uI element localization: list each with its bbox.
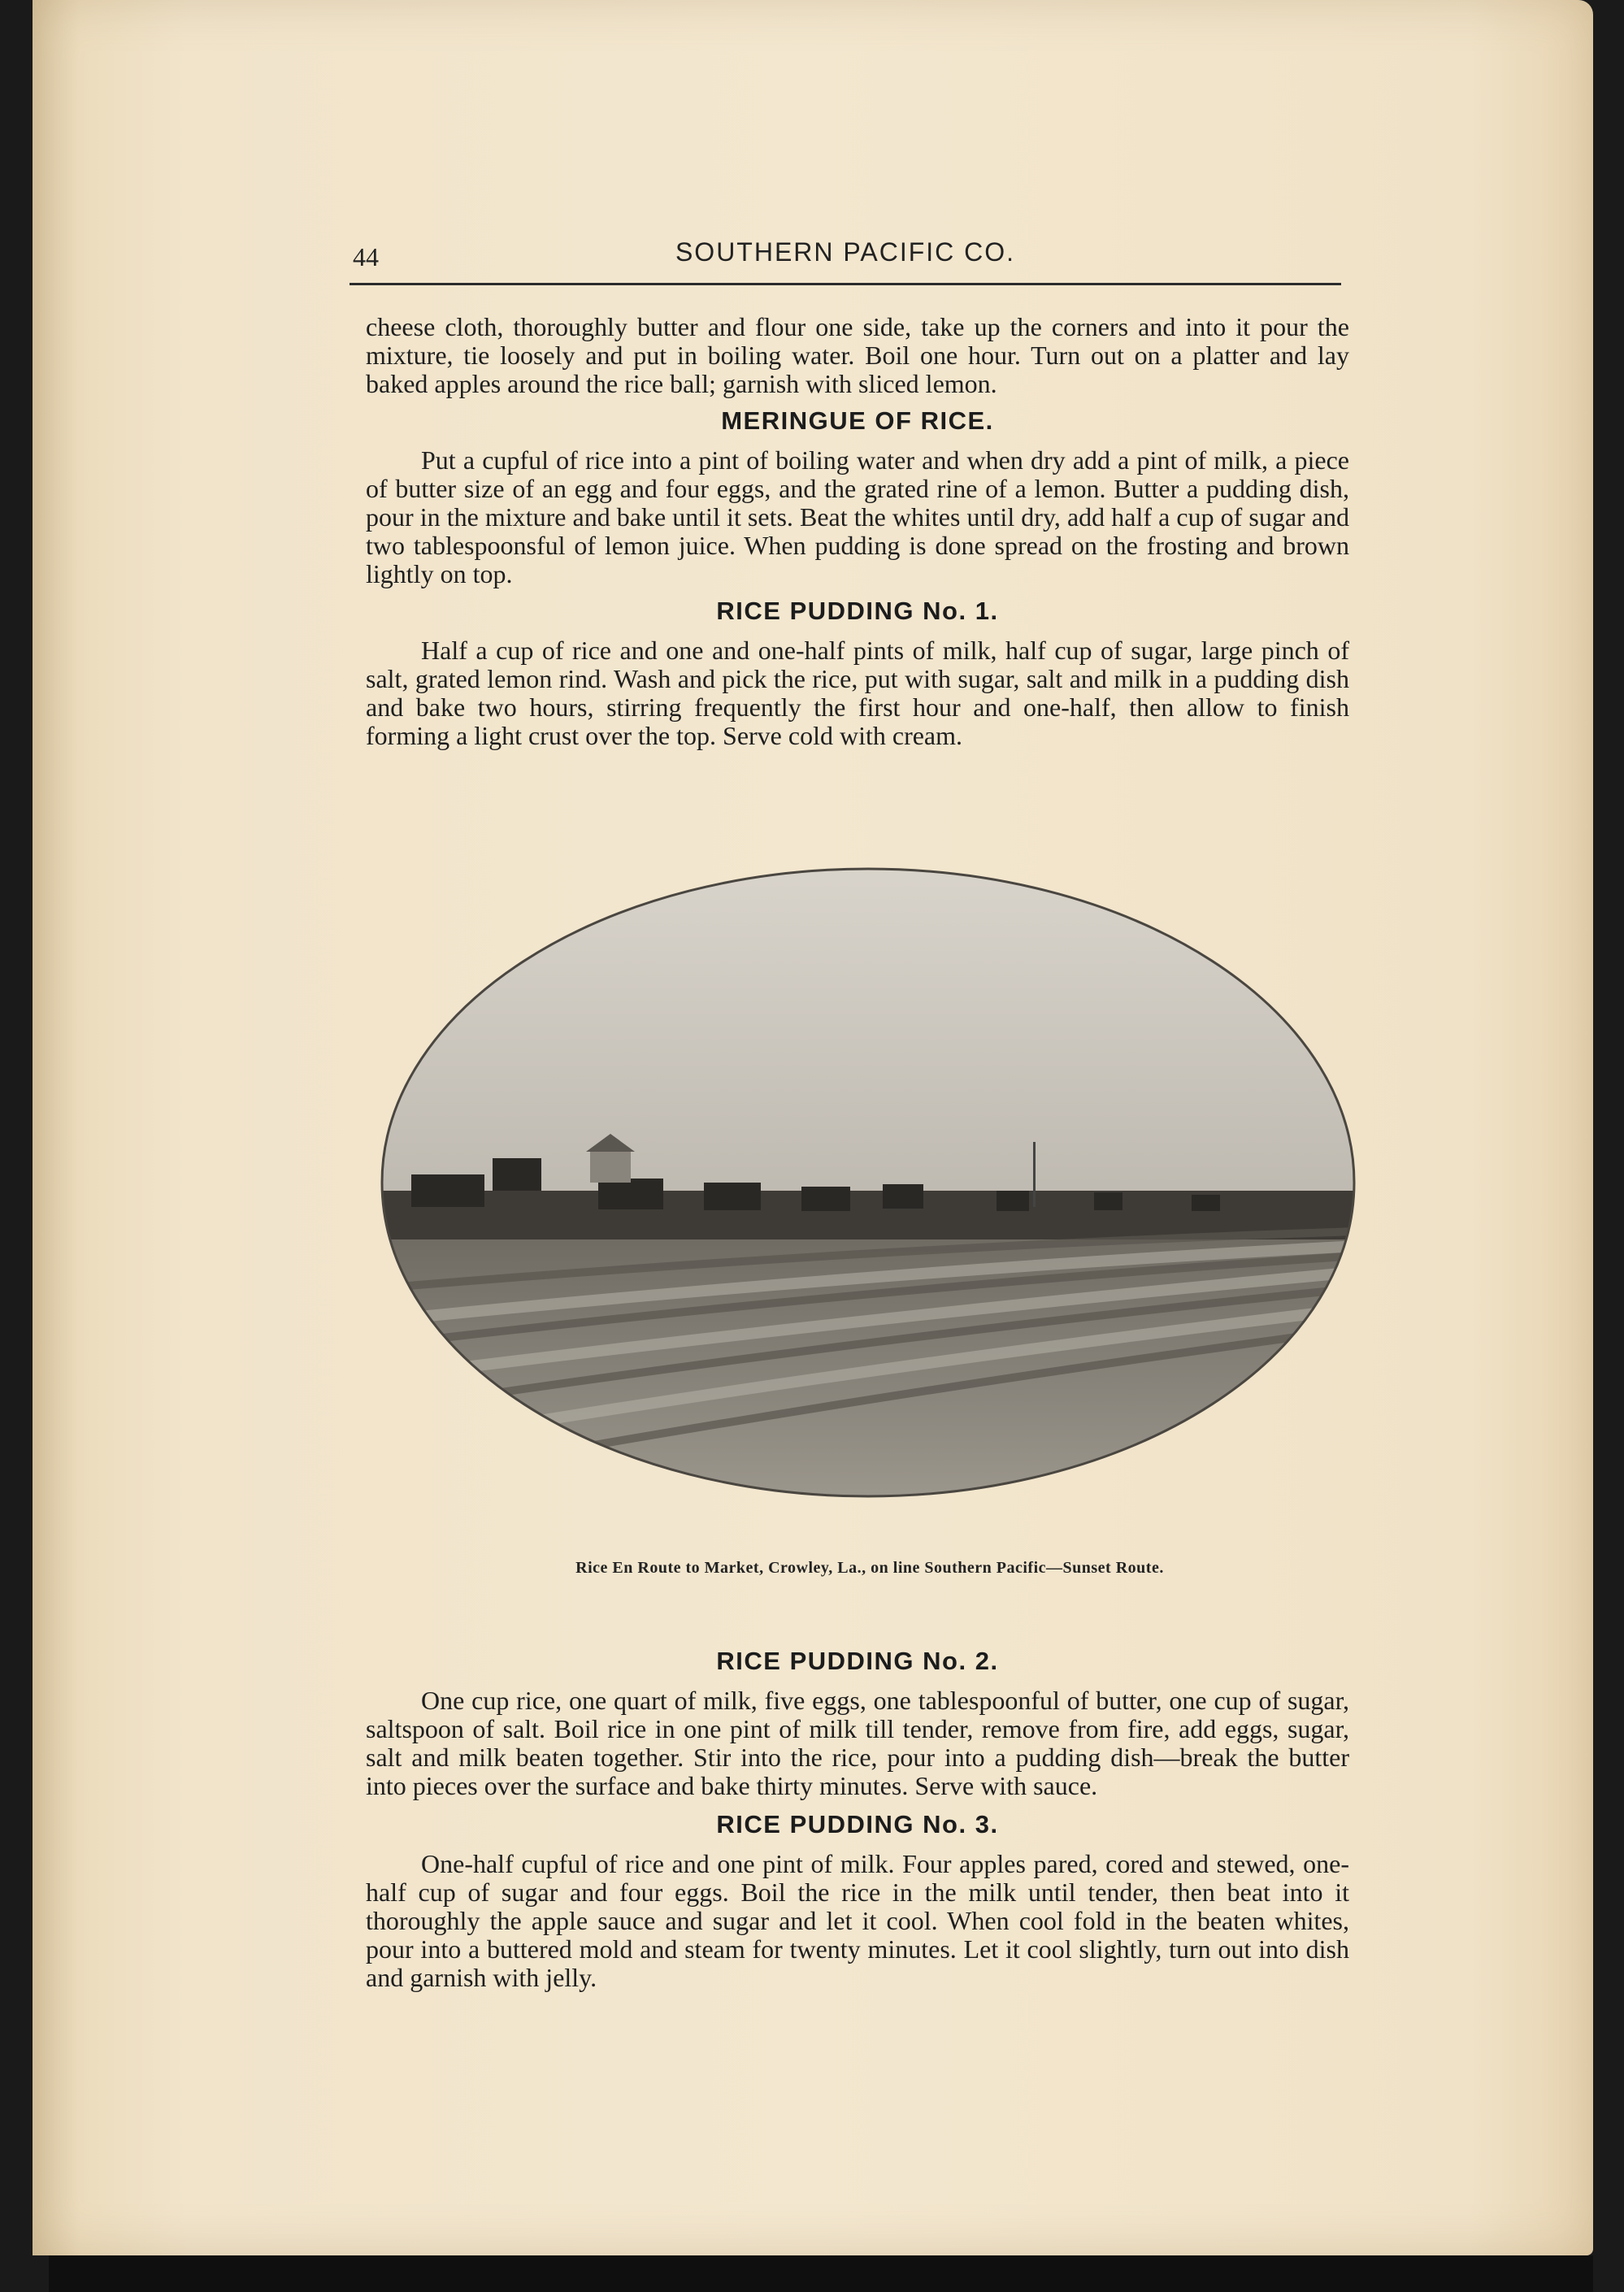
recipe-title-pudding-2: RICE PUDDING No. 2. bbox=[716, 1647, 999, 1675]
recipe-title-meringue: MERINGUE OF RICE. bbox=[721, 406, 994, 435]
continued-paragraph: cheese cloth, thoroughly butter and flour one side, take up the corners and into it pour the mixture, tie loosely and put in boiling water. Boil one hour. Turn out on a platter and lay baked apples around the rice ball; garnish with sliced lemon. bbox=[366, 312, 1349, 398]
oval-photograph bbox=[379, 866, 1357, 1500]
recipe-body-pudding-2: One cup rice, one quart of milk, five eggs, one tablespoonful of butter, one cup of sugar, saltspoon of salt. Boil rice in one pint of milk till tender, remove from fire, add eggs, sugar, salt and milk beaten together. Stir into the rice, pour into a pudding dish—break the butter into pieces over the surface and bake thirty minutes. Serve with sauce. bbox=[366, 1686, 1349, 1800]
recipe-body-pudding-1: Half a cup of rice and one and one-half pints of milk, half cup of sugar, large pinch of salt, grated lemon rind. Wash and pick the rice, put with sugar, salt and milk in a pudding dish and bake two hours, stirring frequently the first hour and one-half, then allow to finish forming a light crust over the top. Serve cold with cream. bbox=[366, 636, 1349, 750]
recipe-title-pudding-3: RICE PUDDING No. 3. bbox=[716, 1810, 999, 1838]
rice-field-photo bbox=[379, 866, 1357, 1500]
recipe-title-pudding-1: RICE PUDDING No. 1. bbox=[716, 597, 999, 625]
page-shadow bbox=[49, 2255, 1593, 2292]
lower-text-column bbox=[366, 1640, 1349, 1992]
recipe-body-meringue: Put a cupful of rice into a pint of boiling water and when dry add a pint of milk, a piece of butter size of an egg and four eggs, and the grated rine of a lemon. Butter a pudding dish, pour in the mixture and bake until it sets. Beat the whites until dry, add half a cup of sugar and two tablespoonsful of lemon juice. When pudding is done spread on the frosting and brown lightly on top. bbox=[366, 445, 1349, 588]
recipe-body-pudding-3: One-half cupful of rice and one pint of milk. Four apples pared, cored and stewed, one-half cup of sugar and four eggs. Boil the rice in the milk until tender, then beat into it thoroughly the apple sauce and sugar and let it cool. When cool fold in the beaten whites, pour into a buttered mold and steam for twenty minutes. Let it cool slightly, turn out into dish and garnish with jelly. bbox=[366, 1849, 1349, 1992]
page-header bbox=[350, 234, 1341, 285]
upper-text-column bbox=[366, 313, 1349, 750]
running-head: SOUTHERN PACIFIC CO. bbox=[675, 237, 1016, 267]
page-number: 44 bbox=[353, 242, 379, 271]
photo-caption: Rice En Route to Market, Crowley, La., on line Southern Pacific—Sunset Route. bbox=[575, 1559, 1164, 1577]
